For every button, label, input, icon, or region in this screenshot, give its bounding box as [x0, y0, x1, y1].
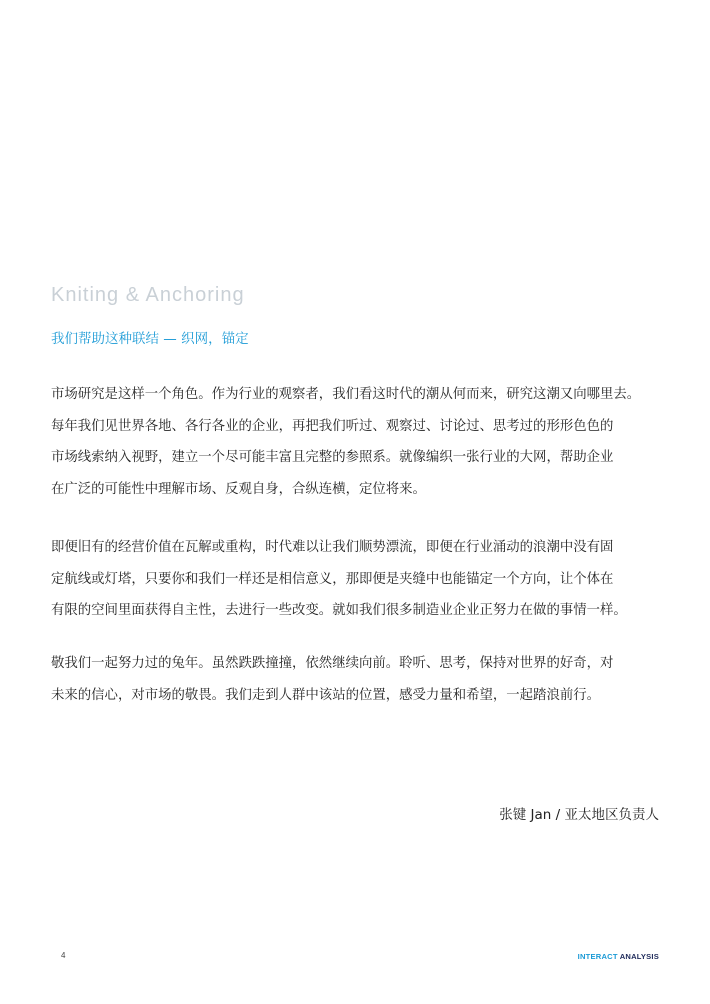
paragraph-line: 有限的空间里面获得自主性，去进行一些改变。就如我们很多制造业企业正努力在做的事情一样。 — [51, 603, 627, 619]
page-number: 4 — [61, 951, 66, 960]
paragraph-line: 敬我们一起努力过的兔年。虽然跌跌撞撞，依然继续向前。聆听、思考，保持对世界的好奇，对 — [51, 656, 614, 671]
section-subtitle: 我们帮助这种联结 — 织网，锚定 — [51, 331, 249, 347]
section-eyebrow: Kniting & Anchoring — [51, 284, 245, 306]
paragraph-line: 市场线索纳入视野，建立一个尽可能丰富且完整的参照系。就像编织一张行业的大网，帮助企业 — [51, 450, 614, 466]
author-signature: 张键 Jan / 亚太地区负责人 — [499, 807, 659, 823]
paragraph-line: 每年我们见世界各地、各行各业的企业，再把我们听过、观察过、讨论过、思考过的形形色色的 — [51, 418, 614, 434]
brand-name-part2: ANALYSIS — [617, 952, 659, 961]
brand-name-part1: INTERACT — [577, 952, 618, 961]
paragraph-3 — [51, 648, 663, 711]
paragraph-line: 即便旧有的经营价值在瓦解或重构，时代难以让我们顺势漂流，即便在行业涌动的浪潮中没有固 — [51, 540, 614, 555]
paragraph-1 — [51, 379, 663, 505]
paragraph-line: 未来的信心，对市场的敬畏。我们走到人群中该站的位置，感受力量和希望，一起踏浪前行。 — [51, 687, 601, 703]
paragraph-line: 在广泛的可能性中理解市场、反观自身，合纵连横，定位将来。 — [51, 481, 426, 497]
paragraph-line: 市场研究是这样一个角色。作为行业的观察者，我们看这时代的潮从何而来，研究这潮又向哪里去。 — [51, 387, 641, 402]
paragraph-2 — [51, 532, 663, 627]
paragraph-line: 定航线或灯塔，只要你和我们一样还是相信意义，那即便是夹缝中也能锚定一个方向，让个体在 — [51, 571, 614, 587]
brand-logo — [578, 952, 659, 961]
